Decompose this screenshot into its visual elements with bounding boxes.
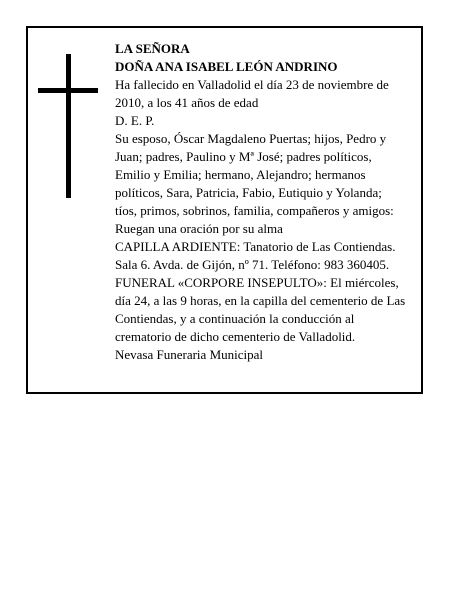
cross-icon: [38, 54, 98, 198]
funeral-line-4: crematorio de dicho cementerio de Valladolid.: [115, 329, 356, 344]
obituary-text: [115, 40, 417, 364]
obituary-title: LA SEÑORA: [115, 41, 190, 56]
funeral-home-line: Nevasa Funeraria Municipal: [115, 347, 264, 362]
cross-vertical-bar: [66, 54, 71, 198]
cross-horizontal-bar: [38, 88, 98, 93]
death-announcement-line-2: 2010, a los 41 años de edad: [115, 95, 259, 110]
family-line-5: tíos, primos, sobrinos, familia, compañeros y amigos:: [115, 203, 394, 218]
chapel-line-1: CAPILLA ARDIENTE: Tanatorio de Las Contiendas.: [115, 239, 396, 254]
prayer-request-line: Ruegan una oración por su alma: [115, 221, 283, 236]
family-line-3: Emilio y Emilia; hermano, Alejandro; hermanos: [115, 167, 366, 182]
funeral-line-1: FUNERAL «CORPORE INSEPULTO»: El miércoles,: [115, 275, 399, 290]
funeral-line-3: Contiendas, y a continuación la conducción al: [115, 311, 355, 326]
family-line-1: Su esposo, Óscar Magdaleno Puertas; hijos, Pedro y: [115, 131, 387, 146]
chapel-line-2: Sala 6. Avda. de Gijón, nº 71. Teléfono: 983 360405.: [115, 257, 390, 272]
funeral-line-2: día 24, a las 9 horas, en la capilla del cementerio de Las: [115, 293, 406, 308]
deceased-name: DOÑA ANA ISABEL LEÓN ANDRINO: [115, 59, 338, 74]
death-announcement-line-1: Ha fallecido en Valladolid el día 23 de noviembre de: [115, 77, 389, 92]
family-line-2: Juan; padres, Paulino y Mª José; padres políticos,: [115, 149, 372, 164]
obituary-notice: [26, 26, 423, 394]
family-line-4: políticos, Sara, Patricia, Fabio, Eutiquio y Yolanda;: [115, 185, 382, 200]
rip-line: D. E. P.: [115, 113, 155, 128]
